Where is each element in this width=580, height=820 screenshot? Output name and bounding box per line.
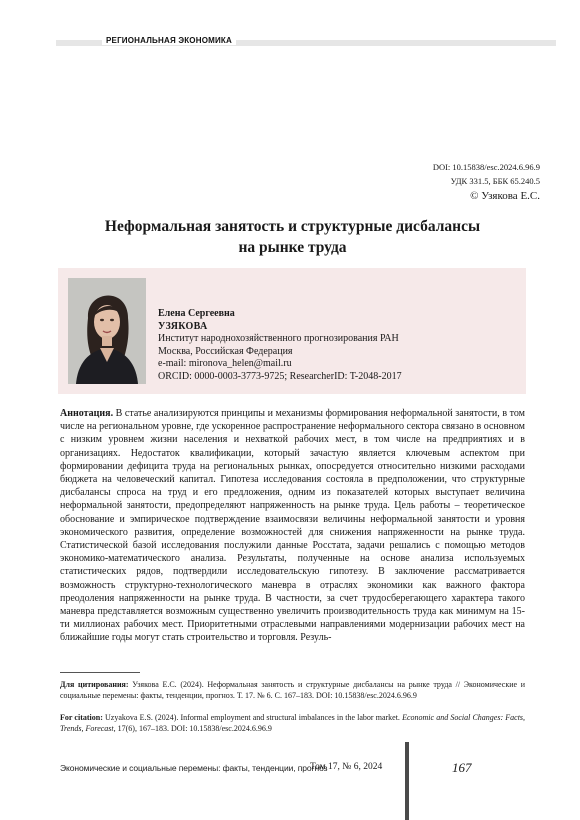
footer-issue: Том 17, № 6, 2024 <box>310 762 383 772</box>
author-surname: УЗЯКОВА <box>158 320 208 332</box>
citation-en <box>60 713 525 734</box>
citation-en-text: Uzyakova E.S. (2024). Informal employment and structural imbalances in the labor market. <box>105 713 400 722</box>
author-portrait-image <box>68 278 146 384</box>
abstract-label: Аннотация. <box>60 408 114 419</box>
udk: УДК 331.5, ББК 65.240.5 <box>450 176 540 186</box>
citation-ru-label: Для цитирования: <box>60 680 129 689</box>
doi: DOI: 10.15838/esc.2024.6.96.9 <box>432 162 540 172</box>
footnote-rule <box>60 672 140 673</box>
section-header: РЕГИОНАЛЬНАЯ ЭКОНОМИКА <box>102 36 236 45</box>
citation-ru-text: Узякова Е.С. (2024). Неформальная занятость и структурные дисбалансы на рынке труда // Экономические и социальные перемены: факты, тенденции, прогноз. Т. 17. № 6. С. 167–183. DOI: 10.15838/esc.2024.6.96.9 <box>60 680 526 700</box>
page-number: 167 <box>452 760 472 775</box>
citation-en-journal: Economic and Social Changes: Facts, Trends, Forecast <box>60 713 526 733</box>
citation-en-tail: , 17(6), 167–183. DOI: 10.15838/esc.2024.6.96.9 <box>113 723 272 733</box>
abstract <box>60 407 525 645</box>
title-line-2: на рынке труда <box>238 239 347 256</box>
citation-en-label: For citation: <box>60 713 103 722</box>
author-first-names: Елена Сергеевна <box>158 308 235 319</box>
author-box <box>58 268 526 394</box>
article-meta <box>433 160 540 204</box>
footer-divider-bar <box>405 742 409 820</box>
author-institute: Институт народнохозяйственного прогнозирования РАН <box>158 333 399 345</box>
copyright: © Узякова Е.С. <box>470 190 540 202</box>
abstract-text: В статье анализируются принципы и механизмы формирования неформальной занятости, в том числе на региональном уровне, где ускоренное распространение неформального сектора связано в основном с низким уровнем жизни населения и нехваткой рабочих мест, в том числе на предприятиях и в организациях. Недостаток квалификации, который зачастую является ключевым аспектом при формировании дефицита труда на региональных рынках, опосредуется относительно низкими расходами бюджета на человеческий капитал. Гипотеза исследования состояла в предположении, что структурные дисбалансы спроса на труд и его предложения, одним из показателей которых выступает величина неформальной занятости, предопределяют напряженность на рынке труда. Цель работы – теоретическое обоснование и эмпирическое подтверждение взаимосвязи величины неформальной занятости и уровня экономического развития, определение возможностей для снижения напряженности на рынке труда. Статистической базой исследования послужили данные Росстата, задачи решались с помощью методов экономико-математического анализа. Результаты, полученные на основе анализа используемых статистических рядов, подтвердили исследовательскую гипотезу. В заключение рассматривается возможность структурно-технологического маневра в отраслях экономики как важного фактора преодоления напряженности на рынке труда. В частности, за счет трудосберегающего характера такого маневра представляется возможным существенно увеличить производительность труда как минимум на 15-ти миллионах рабочих мест. Приоритетными отраслевыми направлениями модернизации рабочих мест на ближайшие годы могут стать строительство и торговля. Резуль- <box>60 408 525 644</box>
footer-journal-name: Экономические и социальные перемены: факты, тенденции, прогноз <box>60 763 328 773</box>
author-photo <box>68 278 146 384</box>
citation-ru <box>60 680 525 701</box>
author-ids: ORCID: 0000-0003-3773-9725; ResearcherID: T-2048-2017 <box>158 370 402 382</box>
author-location: Москва, Российская Федерация <box>158 345 293 357</box>
author-email[interactable]: e-mail: mironova_helen@mail.ru <box>158 358 292 370</box>
author-info <box>158 308 402 384</box>
title-line-1: Неформальная занятость и структурные дисбалансы <box>104 218 481 235</box>
article-title <box>60 216 525 258</box>
